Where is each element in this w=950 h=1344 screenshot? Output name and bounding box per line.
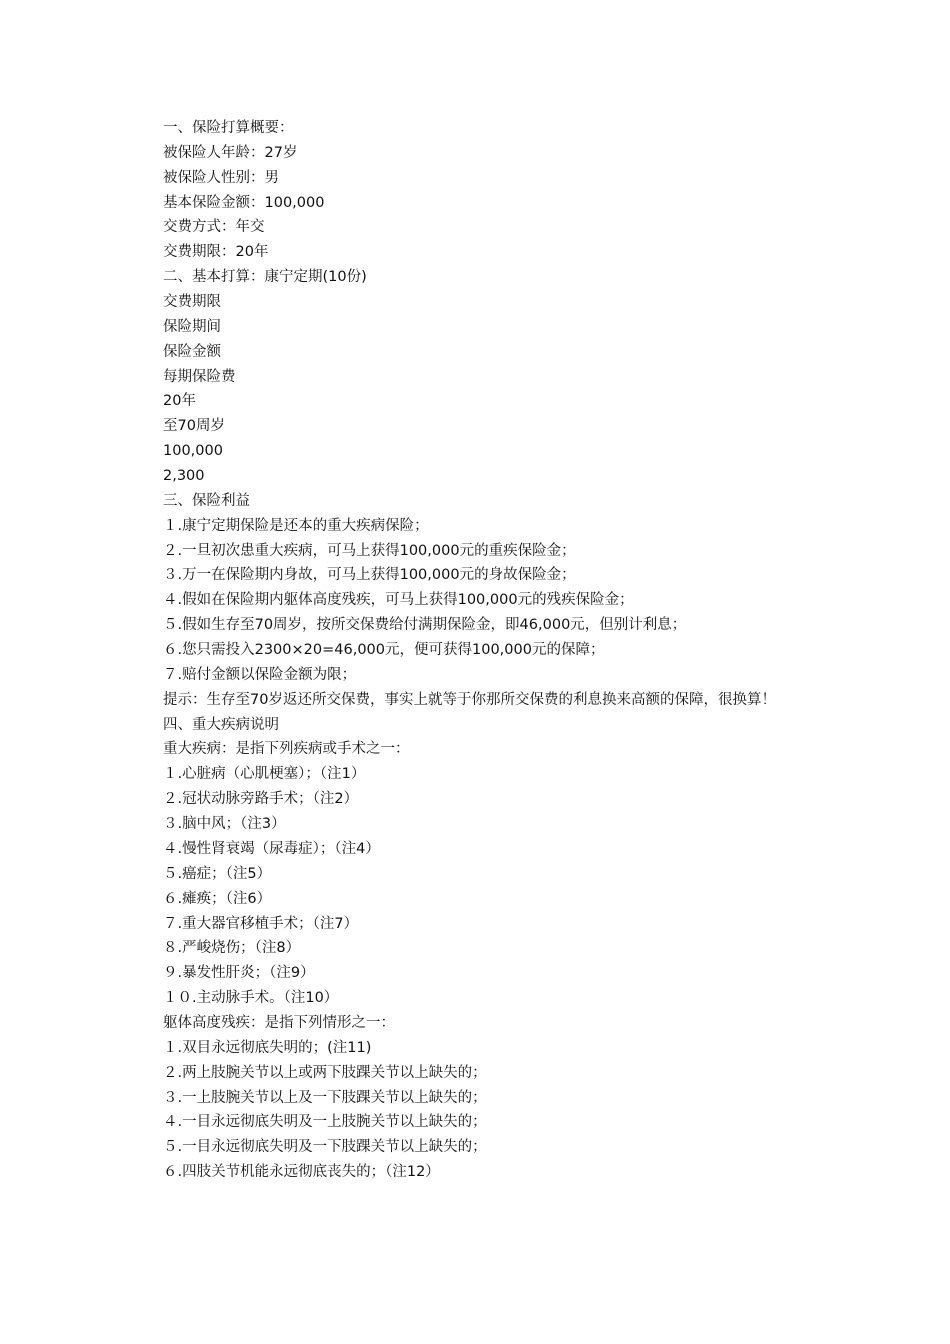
plan-list — [145, 290, 810, 489]
list-item: 至70周岁 — [163, 418, 225, 435]
list-item: ４.慢性肾衰竭（尿毒症）；（注4） — [163, 840, 380, 857]
list-item: ５.癌症；（注5） — [163, 865, 272, 882]
list-item: ２.一旦初次患重大疾病，可马上获得100,000元的重疾保险金； — [163, 542, 576, 559]
list-item: 基本保险金额：100,000 — [163, 194, 325, 211]
list-item: ３.脑中风；（注3） — [163, 816, 286, 833]
list-item: １.心脏病（心肌梗塞）；（注1） — [163, 766, 366, 783]
benefit-list — [145, 514, 810, 688]
list-item: 保险金额 — [163, 343, 221, 360]
list-item: ８.严峻烧伤；（注8） — [163, 940, 301, 957]
list-item: ５.一目永远彻底失明及一下肢踝关节以上缺失的； — [163, 1139, 487, 1156]
list-item: 交费期限 — [163, 294, 221, 311]
list-item: 交费期限：20年 — [163, 244, 269, 261]
section-heading: 二、基本打算：康宁定期(10份) — [163, 269, 367, 286]
list-item: 2,300 — [163, 468, 205, 485]
list-item: 被保险人年龄：27岁 — [163, 144, 298, 161]
list-item: ６.您只需投入2300×20=46,000元，便可获得100,000元的保障； — [163, 642, 605, 659]
list-item: ２.两上肢腕关节以上或两下肢踝关节以上缺失的； — [163, 1064, 487, 1081]
list-item: ２.冠状动脉旁路手术；（注2） — [163, 791, 359, 808]
list-item: ４.一目永远彻底失明及一上肢腕关节以上缺失的； — [163, 1114, 487, 1131]
list-item: ９.暴发性肝炎；（注9） — [163, 965, 315, 982]
list-item: １.康宁定期保险是还本的重大疾病保险； — [163, 517, 429, 534]
list-item: 每期保险费 — [163, 368, 236, 385]
document-body — [145, 116, 810, 1185]
list-item: ７.重大器官移植手术；（注7） — [163, 915, 359, 932]
list-item: ６.四肢关节机能永远彻底丧失的；（注12） — [163, 1164, 440, 1181]
disease-list — [145, 762, 810, 1011]
section-heading: 一、保险打算概要： — [163, 120, 294, 136]
list-item: 交费方式：年交 — [163, 219, 265, 236]
disease-intro: 重大疾病：是指下列疾病或手术之一： — [163, 741, 410, 758]
summary-list — [145, 141, 810, 265]
list-item: 保险期间 — [163, 318, 221, 335]
section-heading: 四、重大疾病说明 — [163, 716, 279, 733]
list-item: ５.假如生存至70周岁，按所交保费给付满期保险金，即46,000元，但别计利息； — [163, 617, 687, 634]
list-item: ４.假如在保险期内躯体高度残疾，可马上获得100,000元的残疾保险金； — [163, 592, 634, 609]
tip-paragraph: 提示：生存至70岁返还所交保费，事实上就等于你那所交保费的利息换来高额的保障，很换算！ — [163, 691, 776, 708]
list-item: ７.赔付金额以保险金额为限； — [163, 666, 357, 683]
list-item: 20年 — [163, 393, 196, 410]
disability-list — [145, 1036, 810, 1185]
list-item: ３.万一在保险期内身故，可马上获得100,000元的身故保险金； — [163, 567, 576, 584]
list-item: １０.主动脉手术。（注10） — [163, 990, 339, 1007]
list-item: 100,000 — [163, 443, 223, 460]
list-item: ６.瘫痪；（注6） — [163, 890, 272, 907]
disability-intro: 躯体高度残疾：是指下列情形之一： — [163, 1014, 395, 1031]
list-item: ３.一上肢腕关节以上及一下肢踝关节以上缺失的； — [163, 1089, 487, 1106]
section-heading: 三、保险利益 — [163, 492, 250, 509]
list-item: １.双目永远彻底失明的；(注11) — [163, 1039, 372, 1056]
list-item: 被保险人性别：男 — [163, 169, 279, 186]
